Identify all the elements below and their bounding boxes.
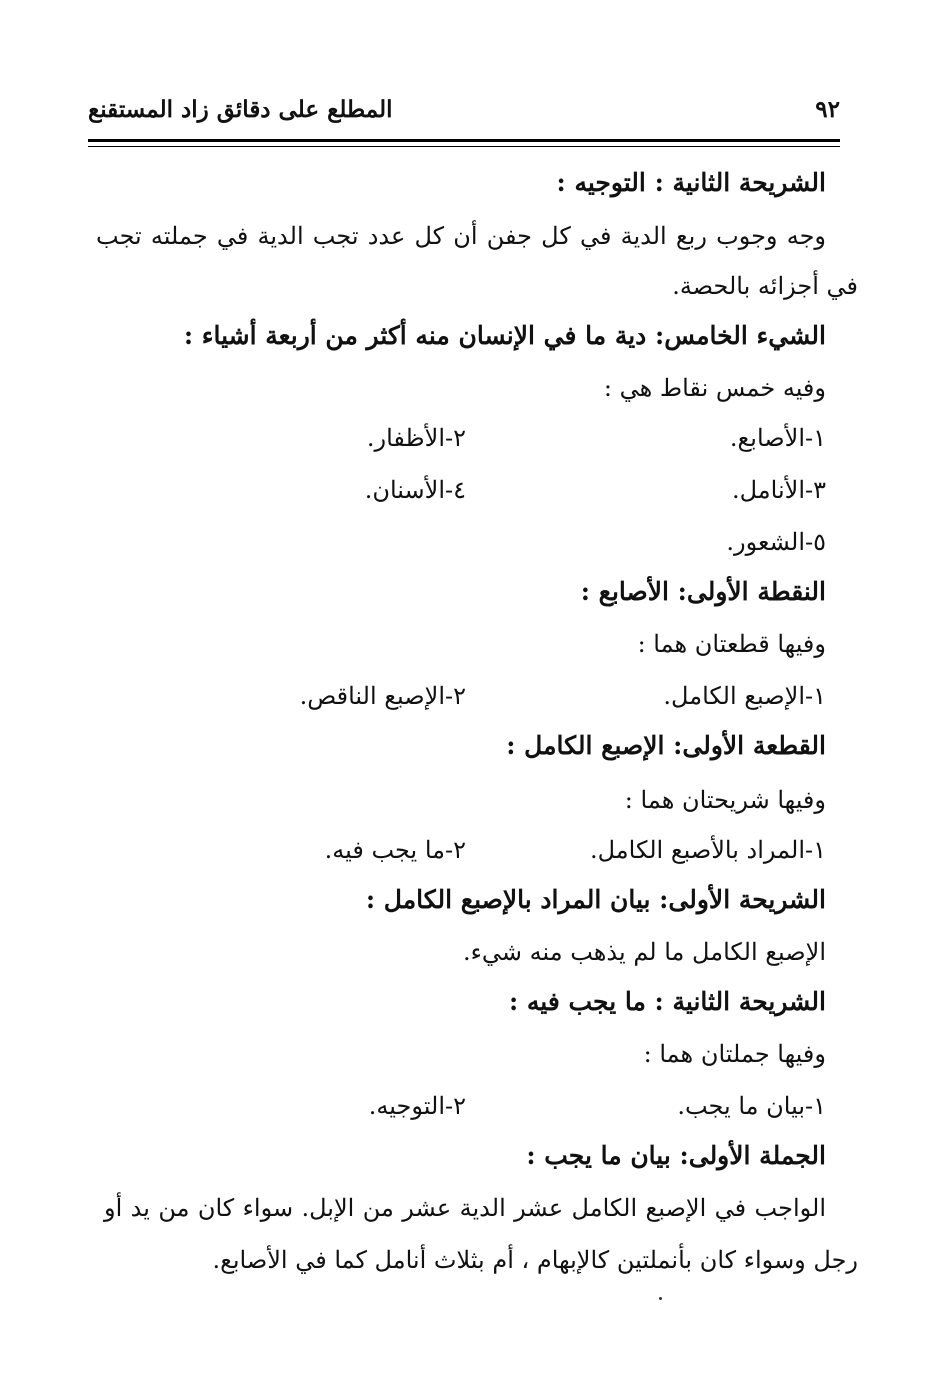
- heading-first-sentence: الجملة الأولى: بيان ما يجب :: [526, 1141, 826, 1170]
- heading-second-slide: الشريحة الثانية : ما يجب فيه :: [508, 987, 826, 1016]
- intro-text: وفيها قطعتان هما :: [637, 630, 826, 658]
- list-item: ٢-ما يجب فيه.: [324, 836, 466, 864]
- list-item: ٢-التوجيه.: [368, 1092, 466, 1120]
- list-item: ٤-الأسنان.: [364, 476, 466, 504]
- heading-fifth-thing: الشيء الخامس: دية ما في الإنسان منه أكثر من أربعة أشياء :: [183, 321, 826, 350]
- running-title: المطلع على دقائق زاد المستقنع: [88, 96, 393, 123]
- heading-first-piece: القطعة الأولى: الإصبع الكامل :: [506, 731, 826, 760]
- intro-text: وفيها شريحتان هما :: [624, 786, 826, 814]
- page-header: [88, 94, 840, 134]
- header-rule-thick: [88, 139, 840, 142]
- paragraph-line: الواجب في الإصبع الكامل عشر الدية عشر من الإبل. سواء كان من يد أو: [104, 1194, 826, 1222]
- list-item: ١-الأصابع.: [729, 424, 826, 452]
- paragraph-line: وجه وجوب ربع الدية في كل جفن أن كل عدد تجب الدية في جملته تجب: [96, 222, 826, 250]
- header-rule-thin: [88, 146, 840, 147]
- list-item: ٣-الأنامل.: [731, 476, 826, 504]
- list-item: ٥-الشعور.: [726, 528, 826, 556]
- list-item: ٢-الإصبع الناقص.: [299, 682, 466, 710]
- paragraph-line: الإصبع الكامل ما لم يذهب منه شيء.: [462, 938, 826, 966]
- list-item: ٢-الأظفار.: [366, 424, 466, 452]
- intro-text: وفيه خمس نقاط هي :: [603, 374, 826, 402]
- heading-first-slide: الشريحة الأولى: بيان المراد بالإصبع الكامل :: [365, 885, 826, 914]
- paragraph-line: رجل وسواء كان بأنملتين كالإبهام ، أم بثلاث أنامل كما في الأصابع.: [212, 1246, 858, 1274]
- page-number: ٩٢: [815, 96, 840, 123]
- list-item: ١-بيان ما يجب.: [677, 1092, 826, 1120]
- intro-text: وفيها جملتان هما :: [643, 1040, 826, 1068]
- heading-second-slide-guidance: الشريحة الثانية : التوجيه :: [556, 168, 826, 197]
- list-item: ١-الإصبع الكامل.: [663, 682, 826, 710]
- heading-first-point: النقطة الأولى: الأصابع :: [580, 577, 826, 606]
- paragraph-line: في أجزائه بالحصة.: [672, 272, 858, 300]
- scan-speck: [659, 1297, 662, 1300]
- list-item: ١-المراد بالأصبع الكامل.: [590, 836, 826, 864]
